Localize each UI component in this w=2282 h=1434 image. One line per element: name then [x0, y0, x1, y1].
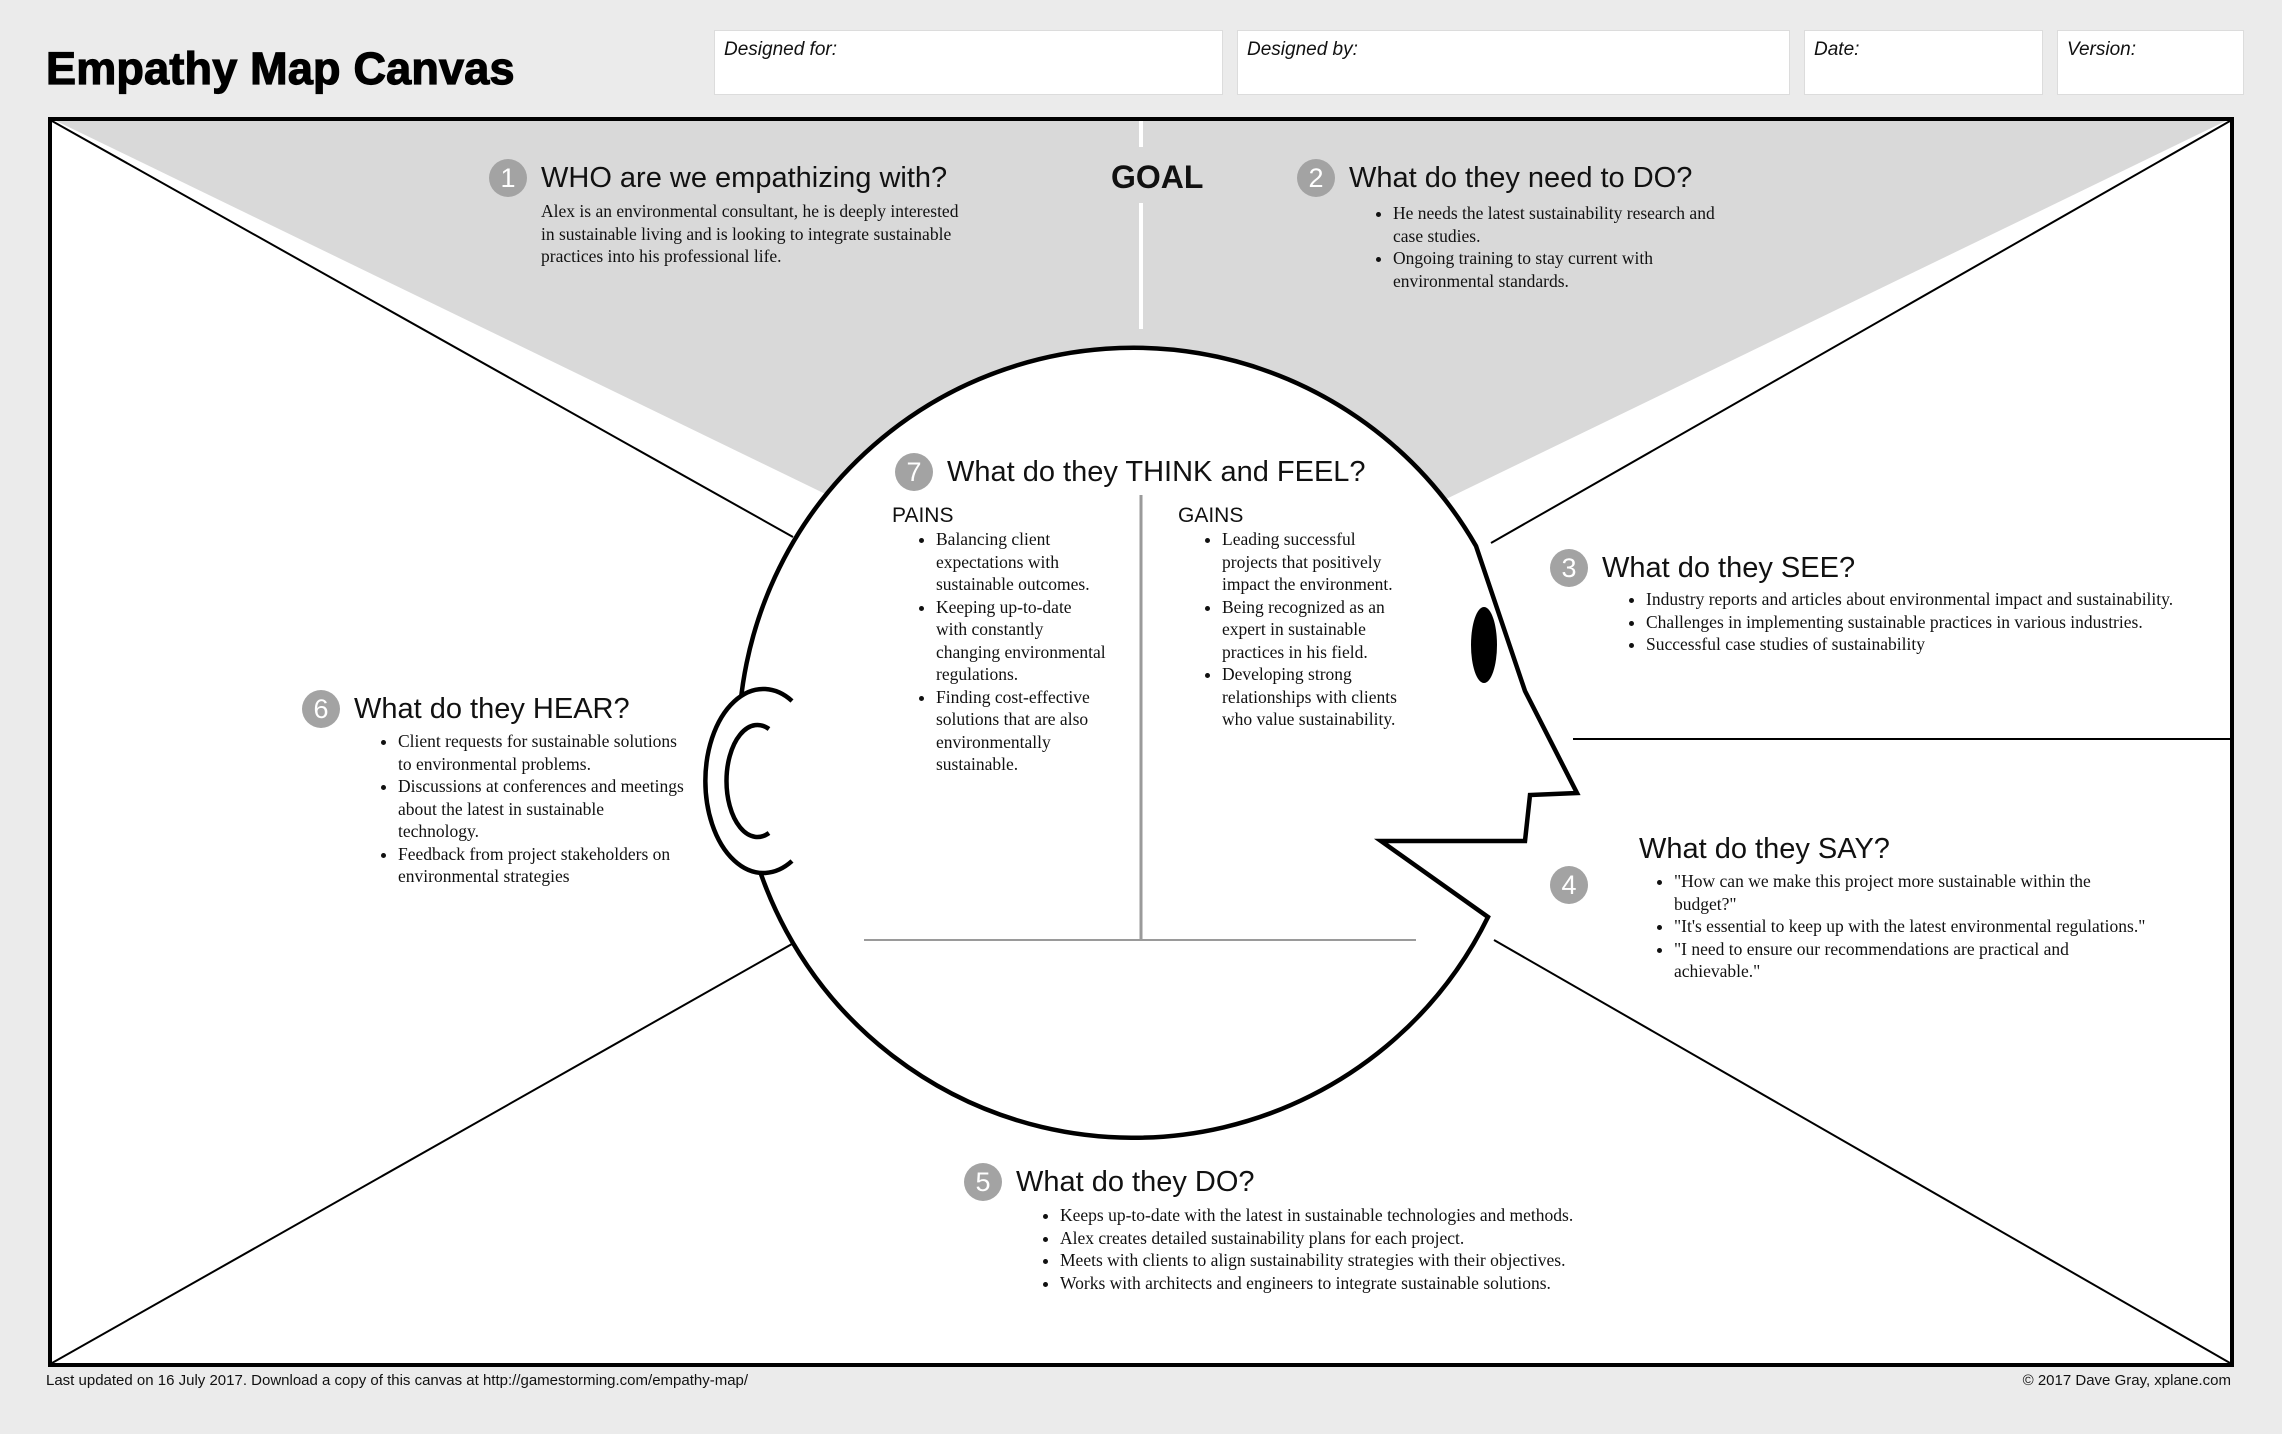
- list-item: • Client requests for sustainable solutions to environmental problems.: [398, 730, 688, 775]
- who-title: WHO are we empathizing with?: [541, 162, 948, 194]
- list-item: • Developing strong relationships with clients who value sustainability.: [1222, 663, 1402, 731]
- number-badge: 1: [489, 159, 527, 197]
- see-header: [1550, 548, 2234, 588]
- need-list: [1297, 202, 1733, 292]
- list-item: • "I need to ensure our recommendations are practical and achievable.": [1674, 938, 2144, 983]
- gains-column: [1178, 504, 1428, 731]
- eye: [1471, 607, 1497, 683]
- gains-list: [1178, 528, 1402, 731]
- need-section: [1297, 158, 1737, 292]
- say-header: [1550, 829, 2234, 869]
- pains-list: [892, 528, 1106, 776]
- see-list: [1550, 588, 2234, 656]
- list-item: • Industry reports and articles about environmental impact and sustainability.: [1646, 588, 2234, 611]
- do-list: [964, 1204, 1584, 1294]
- list-item: • Finding cost-effective solutions that are also environmentally sustainable.: [936, 686, 1106, 776]
- see-title: What do they SEE?: [1602, 552, 1856, 584]
- designed-for-label: Designed for:: [724, 39, 838, 60]
- who-section: [489, 158, 959, 268]
- list-item: • Successful case studies of sustainability: [1646, 633, 2234, 656]
- designed-by-field[interactable]: [1237, 30, 1790, 95]
- list-item: • Balancing client expectations with sustainable outcomes.: [936, 528, 1106, 596]
- date-field[interactable]: [1804, 30, 2043, 95]
- think-feel-section: [895, 452, 1415, 492]
- list-item: • Keeping up-to-date with constantly changing environmental regulations.: [936, 596, 1106, 686]
- empathy-map-canvas: [48, 117, 2234, 1367]
- number-badge: 5: [964, 1163, 1002, 1201]
- list-item: • Challenges in implementing sustainable practices in various industries.: [1646, 611, 2234, 634]
- diagonal-bottom-right: [1494, 940, 2230, 1363]
- pains-column: [892, 504, 1142, 776]
- hear-list: [302, 730, 688, 888]
- need-title: What do they need to DO?: [1349, 162, 1693, 194]
- who-description: Alex is an environmental consultant, he is deeply interested in sustainable living and is looking to integrate sustainable practices into his professional life.: [541, 201, 959, 266]
- list-item: • Keeps up-to-date with the latest in sustainable technologies and methods.: [1060, 1204, 1584, 1227]
- do-header: [964, 1162, 1584, 1202]
- version-label: Version:: [2067, 39, 2136, 60]
- do-section: [964, 1162, 1584, 1294]
- number-badge: 6: [302, 690, 340, 728]
- list-item: • He needs the latest sustainability research and case studies.: [1393, 202, 1733, 247]
- see-section: [1550, 548, 2234, 656]
- need-header: [1297, 158, 1737, 198]
- version-field[interactable]: [2057, 30, 2244, 95]
- list-item: • "It's essential to keep up with the latest environmental regulations.": [1674, 915, 2144, 938]
- list-item: • Works with architects and engineers to integrate sustainable solutions.: [1060, 1272, 1584, 1295]
- think-feel-title: What do they THINK and FEEL?: [947, 456, 1366, 488]
- date-label: Date:: [1814, 39, 1860, 60]
- footer-left: Last updated on 16 July 2017. Download a copy of this canvas at http://gamestorming.com/empathy-map/: [46, 1372, 749, 1389]
- think-feel-header: [895, 452, 1415, 492]
- number-badge: 3: [1550, 549, 1588, 587]
- number-badge: 7: [895, 453, 933, 491]
- say-section: [1550, 829, 2234, 983]
- number-badge: 2: [1297, 159, 1335, 197]
- page-title: Empathy Map Canvas: [46, 43, 515, 94]
- goal-label: GOAL: [1103, 157, 1211, 198]
- hear-header: [302, 689, 722, 729]
- say-title: What do they SAY?: [1639, 833, 1890, 865]
- hear-title: What do they HEAR?: [354, 693, 630, 725]
- gains-label: GAINS: [1178, 504, 1244, 527]
- list-item: • Leading successful projects that positively impact the environment.: [1222, 528, 1402, 596]
- pains-label: PAINS: [892, 504, 954, 527]
- designed-by-label: Designed by:: [1247, 39, 1358, 60]
- list-item: • Feedback from project stakeholders on environmental strategies: [398, 843, 688, 888]
- list-item: • Discussions at conferences and meetings about the latest in sustainable technology.: [398, 775, 688, 843]
- list-item: • Ongoing training to stay current with environmental standards.: [1393, 247, 1733, 292]
- diagonal-bottom-left: [52, 940, 799, 1363]
- number-badge: 4: [1550, 866, 1588, 904]
- list-item: • Being recognized as an expert in sustainable practices in his field.: [1222, 596, 1402, 664]
- who-header: [489, 158, 948, 198]
- list-item: • Meets with clients to align sustainability strategies with their objectives.: [1060, 1249, 1584, 1272]
- do-title: What do they DO?: [1016, 1166, 1255, 1198]
- hear-section: [302, 689, 722, 888]
- list-item: • Alex creates detailed sustainability plans for each project.: [1060, 1227, 1584, 1250]
- designed-for-field[interactable]: [714, 30, 1223, 95]
- say-badge-wrap: [1550, 866, 1602, 904]
- say-list: [1550, 870, 2144, 983]
- footer-right: © 2017 Dave Gray, xplane.com: [2022, 1372, 2231, 1389]
- list-item: • "How can we make this project more sustainable within the budget?": [1674, 870, 2144, 915]
